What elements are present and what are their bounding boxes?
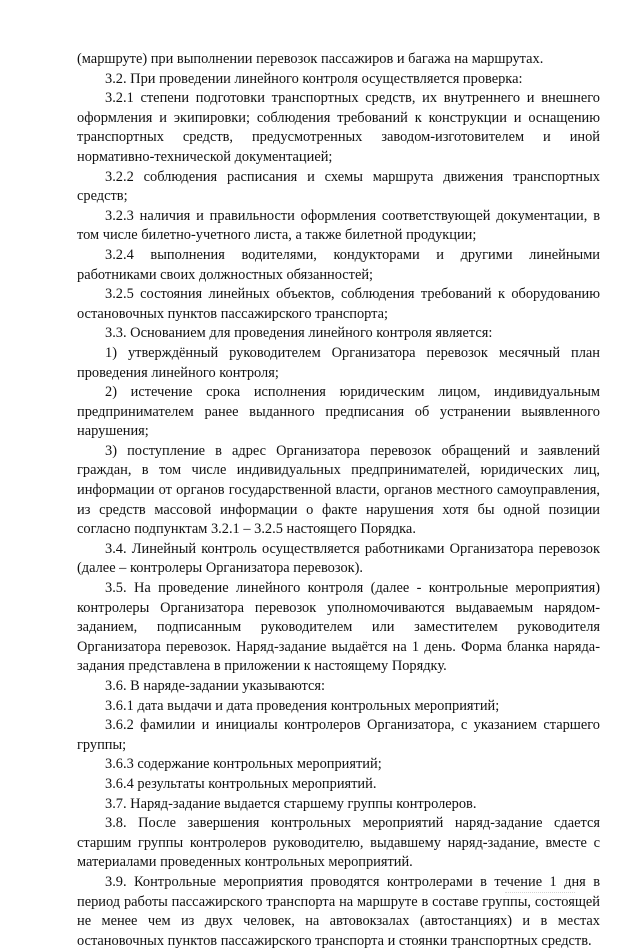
paragraph-3-9: 3.9. Контрольные мероприятия проводятся контролерами в течение 1 дня в период работы пассажирского транспорта на маршруте в составе группы, состоящей не менее чем из двух человек, на автовокзалах (автостанциях) и в местах остановочных пунктов пассажирского транспорта и стоянки транспортных средств. xyxy=(77,873,600,949)
paragraph-3-2-5: 3.2.5 состояния линейных объектов, соблюдения требований к оборудованию остановочных пунктов пассажирского транспорта; xyxy=(77,286,600,322)
paragraph-3-6: 3.6. В наряде-задании указываются: xyxy=(105,678,325,694)
paragraph-3-2-1: 3.2.1 степени подготовки транспортных средств, их внутреннего и внешнего оформления и экипировки; соблюдения требований к конструкции и оснащению транспортных средств, предусмотренных заводом-изготовителем и иной нормативно-технической документацией; xyxy=(77,90,600,165)
scan-artifact xyxy=(505,892,575,896)
paragraph-3-6-3: 3.6.3 содержание контрольных мероприятий; xyxy=(105,756,382,773)
paragraph-3-2-2: 3.2.2 соблюдения расписания и схемы маршрута движения транспортных средств; xyxy=(77,168,600,205)
list-item-2: 2) истечение срока исполнения юридическим лицом, индивидуальным предпринимателем ранее выданного предписания об устранении выявленного нарушения; xyxy=(77,384,600,440)
list-item-1: 1) утверждённый руководителем Организатора перевозок месячный план проведения линейного контроля; xyxy=(77,344,600,381)
paragraph-3-7: 3.7. Наряд-задание выдается старшему группы контролеров. xyxy=(105,795,477,812)
paragraph-3-2: 3.2. При проведении линейного контроля осуществляется проверка: xyxy=(105,70,523,87)
paragraph-3-8: 3.8. После завершения контрольных мероприятий наряд-задание сдается старшим группы контролеров руководителю, выдавшему наряд-задание, вместе с материалами проведенных контрольных мероприятий. xyxy=(77,815,600,871)
paragraph-continuation: (маршруте) при выполнении перевозок пассажиров и багажа на маршрутах. xyxy=(77,51,544,67)
document-body xyxy=(77,50,600,951)
paragraph-3-6-2: 3.6.2 фамилии и инициалы контролеров Организатора, с указанием старшего группы; xyxy=(77,717,600,753)
paragraph-3-5: 3.5. На проведение линейного контроля (далее - контрольные мероприятия) контролеры Организатора перевозок уполномочиваются выдаваемым нарядом-заданием, подписанным руководителем или заместителем руководителя Организатора перевозок. Наряд-задание выдаётся на 1 день. Форма бланка наряда-задания представлена в приложении к настоящему Порядку. xyxy=(77,580,600,675)
paragraph-3-2-4: 3.2.4 выполнения водителями, кондукторами и другими линейными работниками своих должностных обязанностей; xyxy=(77,246,600,283)
paragraph-3-6-4: 3.6.4 результаты контрольных мероприятий. xyxy=(105,775,377,792)
paragraph-3-6-1: 3.6.1 дата выдачи и дата проведения контрольных мероприятий; xyxy=(105,697,500,714)
paragraph-3-3: 3.3. Основанием для проведения линейного контроля является: xyxy=(105,325,493,342)
paragraph-3-4: 3.4. Линейный контроль осуществляется работниками Организатора перевозок (далее – контролеры Организатора перевозок). xyxy=(77,540,600,577)
paragraph-3-2-3: 3.2.3 наличия и правильности оформления соответствующей документации, в том числе билетно-учетного листа, а также билетной продукции; xyxy=(77,207,600,244)
list-item-3: 3) поступление в адрес Организатора перевозок обращений и заявлений граждан, в том числе индивидуальных предпринимателей, юридических лиц, информации от органов государственной власти, органов местного самоуправления, из средств массовой информации о факте нарушения хотя бы одной позиции согласно подпунктам 3.2.1 – 3.2.5 настоящего Порядка. xyxy=(77,442,600,538)
